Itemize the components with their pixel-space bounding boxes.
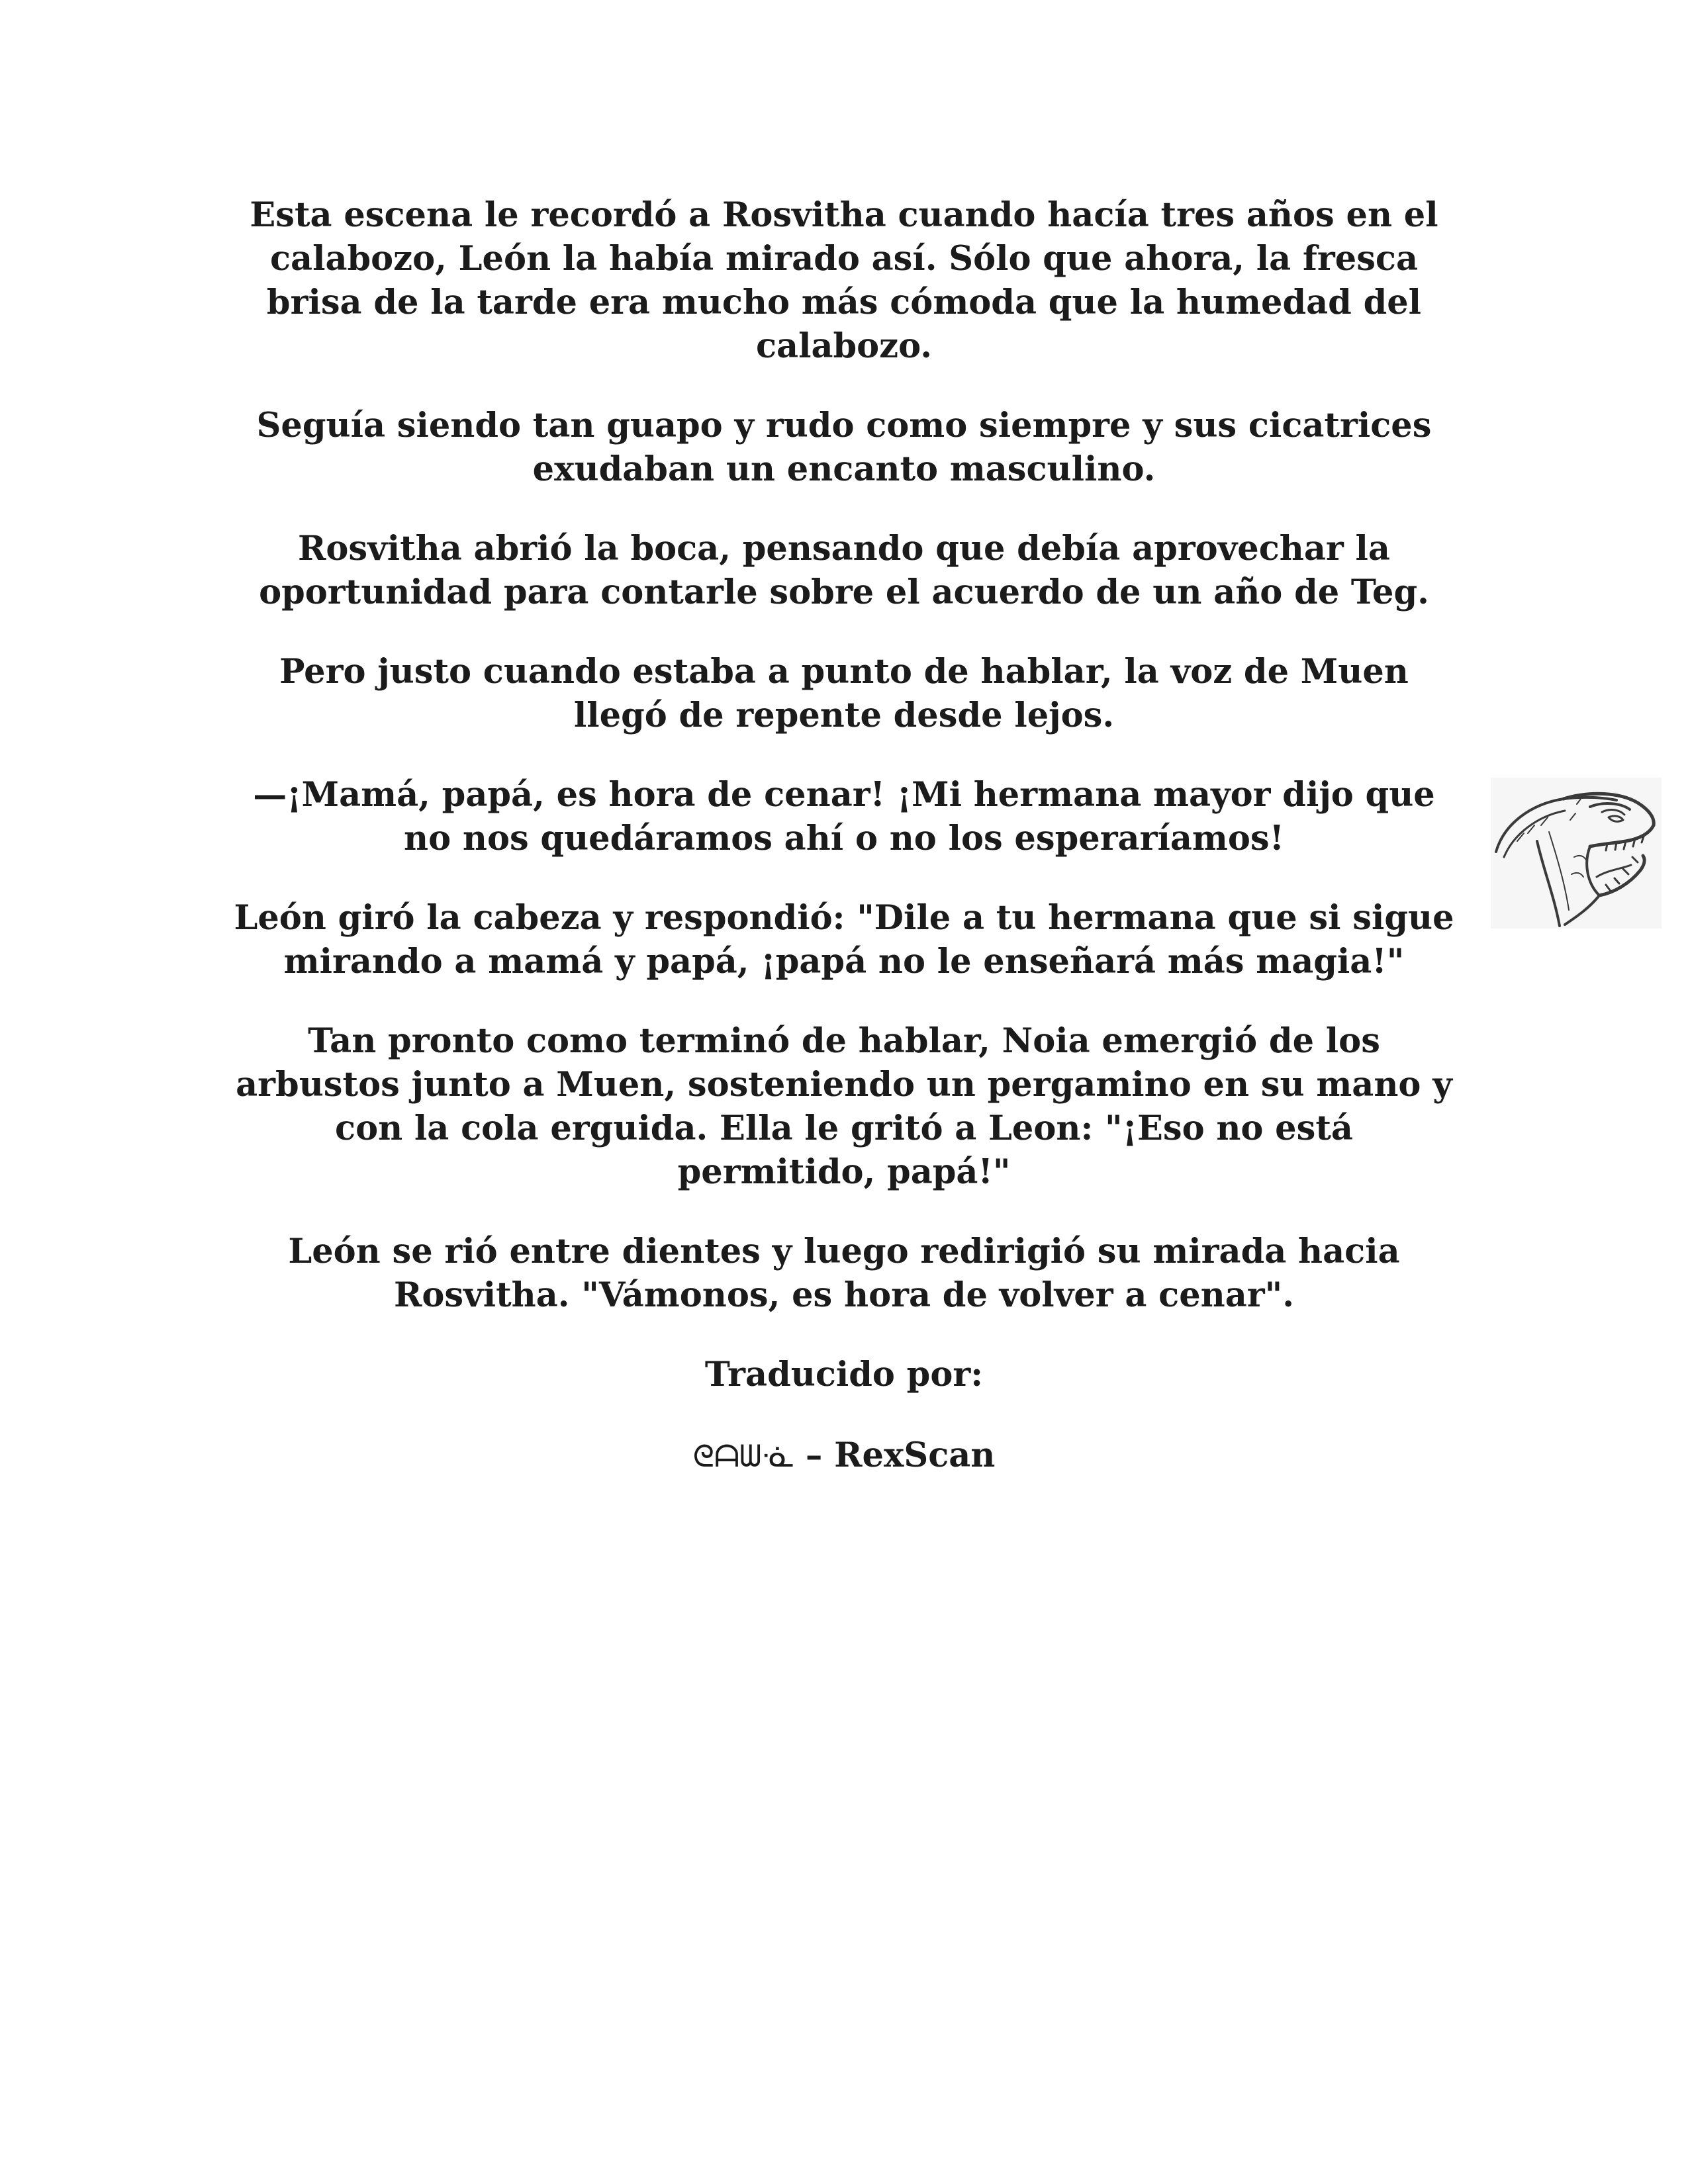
credits-label: Traducido por:	[704, 1355, 984, 1394]
paragraph-6: León giró la cabeza y respondió: "Dile a tu hermana que si sigue mirando a mamá y papá, ¡papá no le enseñará más magia!"	[234, 898, 1454, 981]
credits-line	[232, 1433, 1456, 1478]
story-text	[232, 193, 1456, 1478]
dinosaur-head-icon	[1491, 778, 1662, 929]
paragraph-2: Seguía siendo tan guapo y rudo como siempre y sus cicatrices exudaban un encanto masculino.	[256, 406, 1432, 489]
translator-handle: ᘓᗩᗯᓍ	[692, 1438, 794, 1474]
paragraph-1: Esta escena le recordó a Rosvitha cuando hacía tres años en el calabozo, León la había mirado así. Sólo que ahora, la fresca brisa de la tarde era mucho más cómoda que la humedad del calabozo.	[250, 195, 1438, 366]
paragraph-4: Pero justo cuando estaba a punto de hablar, la voz de Muen llegó de repente desde lejos.	[279, 652, 1409, 735]
paragraph-8: León se rió entre dientes y luego redirigió su mirada hacia Rosvitha. "Vámonos, es hora de volver a cenar".	[288, 1232, 1400, 1315]
paragraph-5: —¡Mamá, papá, es hora de cenar! ¡Mi hermana mayor dijo que no nos quedáramos ahí o no los esperaríamos!	[253, 775, 1435, 858]
paragraph-7: Tan pronto como terminó de hablar, Noia emergió de los arbustos junto a Muen, sosteniendo un pergamino en su mano y con la cola erguida. Ella le gritó a Leon: "¡Eso no está permitido, papá!"	[236, 1021, 1452, 1192]
group-name: RexScan	[834, 1435, 996, 1475]
paragraph-3: Rosvitha abrió la boca, pensando que debía aprovechar la oportunidad para contarle sobre el acuerdo de un año de Teg.	[259, 529, 1429, 612]
credits-separator: –	[794, 1435, 835, 1475]
